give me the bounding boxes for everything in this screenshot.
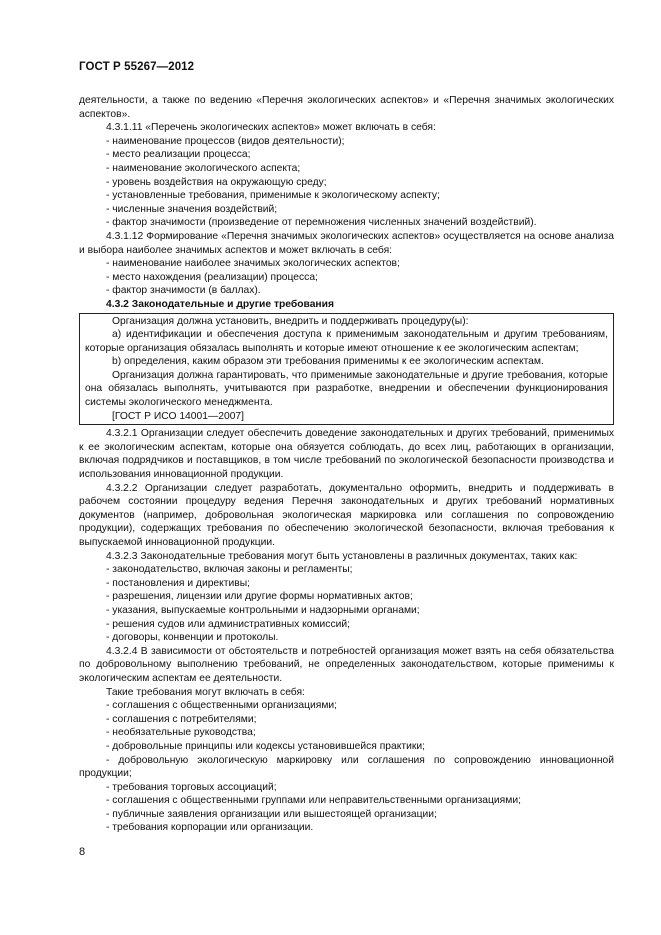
list-item: - уровень воздействия на окружающую среду;: [106, 176, 327, 188]
paragraph: 4.3.1.11 «Перечень экологических аспектов» может включать в себя:: [106, 122, 436, 134]
list-item: - добровольную экологическую маркировку или соглашения по сопровождению инновационной продукции;: [79, 754, 614, 780]
list-item: - соглашения с общественными организациями;: [106, 700, 338, 712]
list-item: - договоры, конвенции и протоколы.: [106, 632, 279, 644]
list-item: - фактор значимости (в баллах).: [106, 285, 261, 297]
paragraph: 4.3.2.3 Законодательные требования могут быть установлены в различных документах, таких как:: [106, 550, 578, 562]
list-item: - наименование наиболее значимых экологических аспектов;: [106, 258, 400, 270]
paragraph: Такие требования могут включать в себя:: [106, 686, 305, 698]
list-item: - соглашения с потребителями;: [106, 713, 257, 725]
box-paragraph: b) определения, каким образом эти требования применимы к ее экологическим аспектам.: [112, 356, 544, 368]
list-item: - требования торговых ассоциаций;: [106, 781, 277, 793]
list-item: - законодательство, включая законы и регламенты;: [106, 564, 353, 576]
list-item: - требования корпорации или организации.: [106, 822, 314, 834]
document-body: [79, 94, 614, 835]
quoted-standard-box: [79, 313, 614, 426]
list-item: - решения судов или административных комиссий;: [106, 618, 350, 630]
list-item: - разрешения, лицензии или другие формы нормативных актов;: [106, 591, 413, 603]
list-item: - фактор значимости (произведение от перемножения численных значений воздействий).: [106, 217, 537, 229]
section-heading: 4.3.2 Законодательные и другие требования: [106, 298, 334, 310]
list-item: - установленные требования, применимые к экологическому аспекту;: [106, 190, 440, 202]
paragraph: 4.3.1.12 Формирование «Перечня значимых экологических аспектов» осуществляется на основе анализа и выбора наиболее значимых аспектов и может включать в себя:: [79, 230, 614, 256]
box-paragraph: Организация должна установить, внедрить и поддерживать процедуру(ы):: [112, 315, 469, 327]
list-item: - добровольные принципы или кодексы установившейся практики;: [106, 740, 425, 752]
list-item: - место нахождения (реализации) процесса;: [106, 271, 318, 283]
list-item: - наименование экологического аспекта;: [106, 162, 301, 174]
list-item: - указания, выпускаемые контрольными и надзорными органами;: [106, 604, 420, 616]
box-reference: [ГОСТ Р ИСО 14001—2007]: [112, 410, 245, 422]
list-item: - наименование процессов (видов деятельности);: [106, 135, 345, 147]
paragraph: 4.3.2.1 Организации следует обеспечить доведение законодательных и других требований, применимых к ее экологическим аспектам, которые она обязуется соблюдать, до всех лиц, работающих в организации, включая подрядчиков и поставщиков, в том числе требований по экологической безопасности производства и использования инновационной продукции.: [79, 428, 614, 481]
paragraph: деятельности, а также по ведению «Перечня экологических аспектов» и «Перечня значимых экологических аспектов».: [79, 95, 614, 120]
list-item: - численные значения воздействий;: [106, 203, 278, 215]
page-number: 8: [79, 846, 86, 858]
document-header: ГОСТ Р 55267—2012: [79, 61, 195, 73]
paragraph: 4.3.2.4 В зависимости от обстоятельств и потребностей организация может взять на себя обязательства по добровольному выполнению требований, не определенных законодательством, которые применимы к экологическим аспектам ее деятельности.: [79, 645, 614, 684]
box-paragraph: Организация должна гарантировать, что применимые законодательные и другие требования, которые она обязалась выполнять, учитываются при разработке, внедрении и обеспечении функционирования системы экологического менеджмента.: [85, 369, 608, 409]
box-paragraph: a) идентификации и обеспечения доступа к применимым законодательным и другим требованиям, которые организация обязалась выполнять и которые имеют отношение к ее экологическим аспектам;: [85, 329, 608, 354]
list-item: - место реализации процесса;: [106, 149, 251, 161]
list-item: - необязательные руководства;: [106, 727, 256, 739]
list-item: - соглашения с общественными группами или неправительственными организациями;: [106, 795, 521, 807]
list-item: - постановления и директивы;: [106, 577, 250, 589]
list-item: - публичные заявления организации или вышестоящей организации;: [106, 808, 437, 820]
paragraph: 4.3.2.2 Организации следует разработать, документально оформить, внедрить и поддерживать в рабочем состоянии процедуру ведения Перечня законодательных и других требований нормативных документов (например, добровольная экологическая маркировка или соглашения по сопровождению продукции), содержащих требования по обеспечению экологической безопасности, включая требования к выпускаемой инновационной продукции.: [79, 482, 614, 548]
